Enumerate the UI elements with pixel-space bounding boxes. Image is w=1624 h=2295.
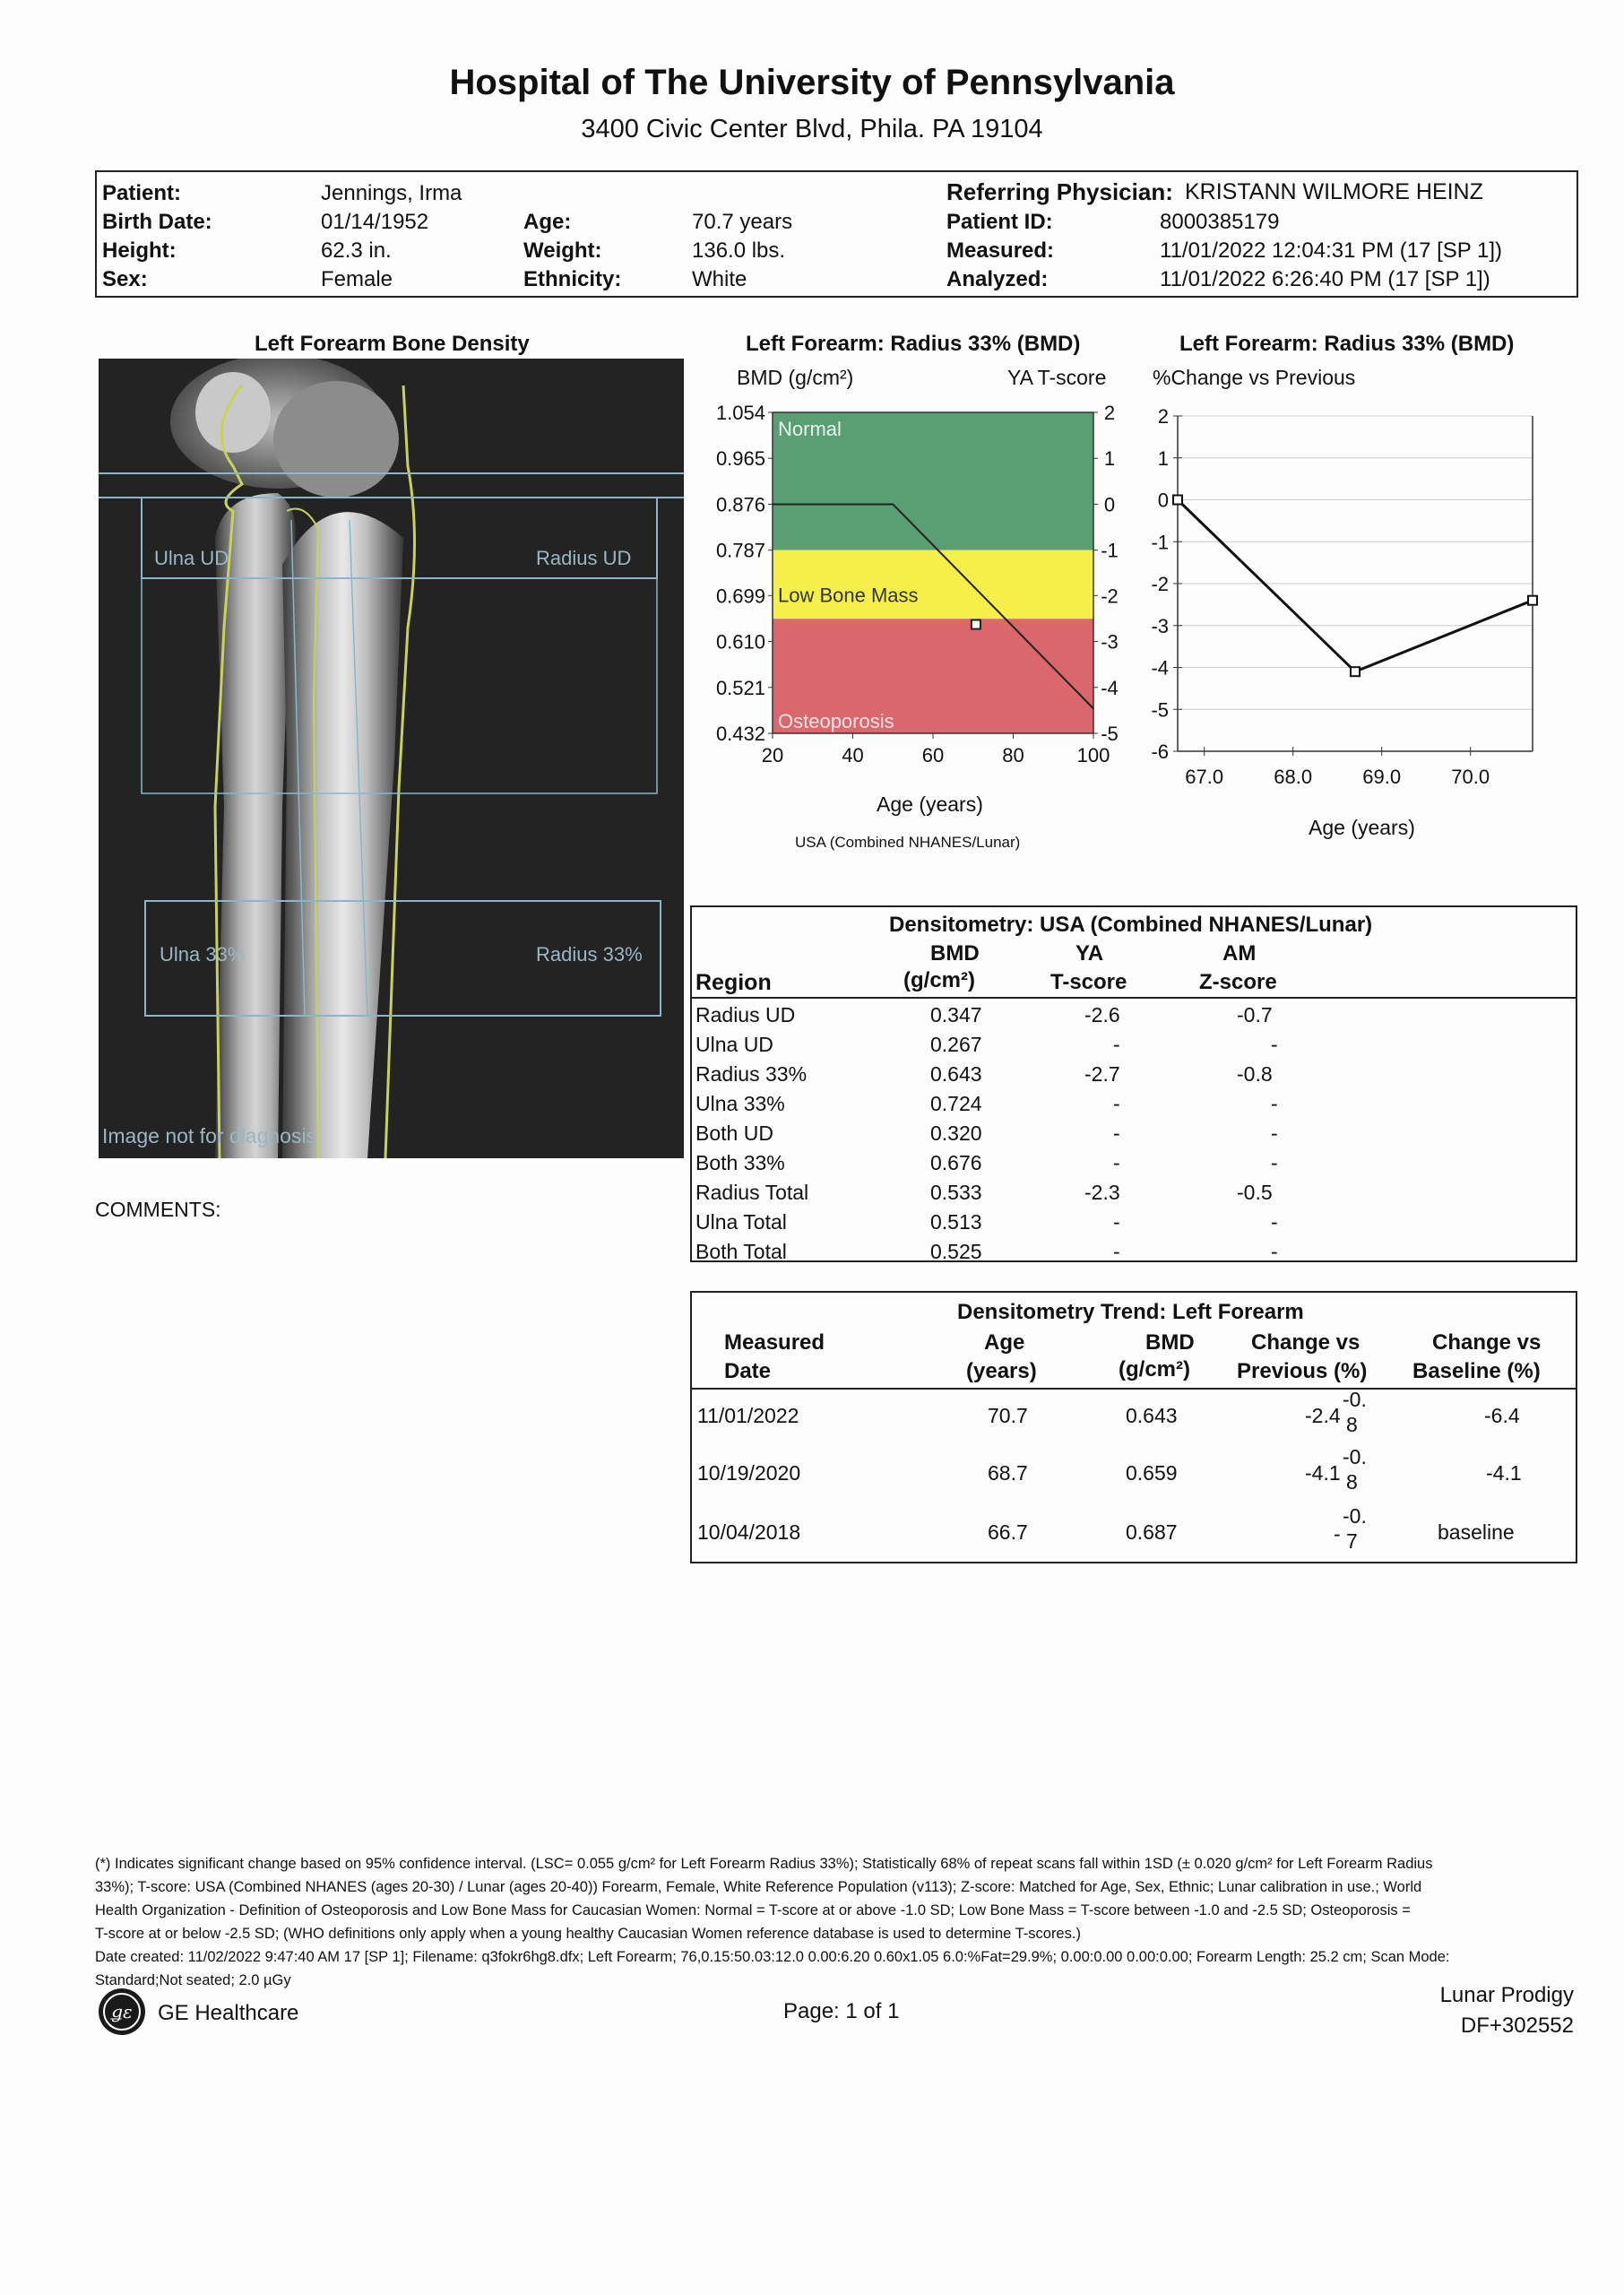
age-unit-header: (years)	[966, 1359, 1037, 1383]
y-tick-label: 0.787	[715, 539, 765, 562]
weight-value: 136.0 lbs.	[692, 238, 786, 263]
x-tick-label: 67.0	[1185, 766, 1224, 788]
device-name: Lunar Prodigy	[1439, 1983, 1574, 2007]
trend-table	[690, 1291, 1577, 1563]
change-chart-ylabel: %Change vs Previous	[1153, 366, 1356, 389]
referring-physician-label: Referring Physician:	[946, 178, 1173, 205]
y-tick-label: 0	[1157, 489, 1169, 512]
weight-label: Weight:	[523, 238, 602, 263]
change-base-header-2: Baseline (%)	[1412, 1359, 1541, 1383]
y-tick-label: 2	[1157, 405, 1169, 428]
y2-tick-label: 0	[1103, 493, 1116, 516]
trend-row-0-age: 70.7	[988, 1404, 1028, 1427]
report-title: Hospital of The University of Pennsylvania	[449, 63, 1175, 102]
y-tick-label: -6	[1151, 740, 1169, 763]
y-tick-label: 0.521	[715, 676, 765, 699]
x-tick-label: 69.0	[1362, 766, 1402, 788]
table-row: Radius 33% 0.643 -2.7 -0.8	[695, 1062, 1273, 1086]
change-prev-header-2: Previous (%)	[1237, 1359, 1368, 1383]
diagnosis-watermark: Image not for diagnosis	[102, 1124, 317, 1148]
trend-row-1-base: -4.1	[1486, 1461, 1522, 1485]
birth-date-value: 01/14/1952	[321, 210, 429, 234]
footnote-line: Health Organization - Definition of Osteoporosis and Low Bone Mass for Caucasian Women: Normal = T-score at or above -1.0 SD; Low Bone Mass = T-score between -1.0 and -2.5 SD; Osteoporosis =	[95, 1902, 1411, 1918]
comments-label: COMMENTS:	[95, 1198, 221, 1221]
x-tick-label: 70.0	[1451, 766, 1490, 788]
footnote-line: (*) Indicates significant change based on 95% confidence interval. (LSC= 0.055 g/cm² for Left Forearm Radius 33%); Statistically 68% of repeat scans fall within 1SD (± 0.020 g/cm² for Left Forearm Radius	[95, 1856, 1433, 1872]
trend-row-1-prev-sup: -0.	[1343, 1445, 1367, 1468]
patient-point	[972, 620, 980, 629]
radius-ud-label: Radius UD	[536, 547, 632, 569]
y2-tick-label: -3	[1101, 630, 1119, 654]
table-row: Ulna UD 0.267 - -	[695, 1033, 1278, 1056]
ref-chart-xlabel: Age (years)	[877, 792, 983, 816]
ethnicity-value: White	[692, 267, 747, 291]
page-number: Page: 1 of 1	[783, 1999, 900, 2023]
trend-title: Densitometry Trend: Left Forearm	[957, 1300, 1304, 1324]
table-row: Both UD 0.320 - -	[695, 1122, 1278, 1145]
bmd-unit-header: (g/cm²)	[903, 968, 975, 992]
x-tick-label: 68.0	[1274, 766, 1313, 788]
x-tick-label: 40	[842, 744, 864, 766]
scan-title: Left Forearm Bone Density	[255, 332, 530, 356]
measured-label: Measured:	[946, 238, 1055, 263]
ref-chart-title: Left Forearm: Radius 33% (BMD)	[746, 332, 1081, 356]
sex-label: Sex:	[102, 267, 148, 291]
zone-label: Low Bone Mass	[778, 584, 919, 607]
trend-row-0-prev: -2.4	[1305, 1404, 1341, 1427]
footnote-line: Date created: 11/02/2022 9:47:40 AM 17 [SP 1]; Filename: q3fokr6hg8.dfx; Left Forearm; 76,0.15:50.03:12.0 0.00:6.20 0.60x1.05 6.0:%Fat=29.9%; 0.00:0.00 0.00:0.00; Forearm Length: 25.2 cm; Scan Mode:	[95, 1949, 1450, 1965]
change-point	[1528, 596, 1537, 605]
forearm-scan-graphic	[99, 359, 684, 1158]
ya-header: YA	[1075, 941, 1104, 966]
analyzed-value: 11/01/2022 6:26:40 PM (17 [SP 1])	[1160, 267, 1490, 291]
referring-physician-value: KRISTANN WILMORE HEINZ	[1185, 179, 1483, 204]
bmd-header: BMD	[930, 941, 980, 966]
densitometry-header-divider	[692, 997, 1576, 999]
y-tick-label: -5	[1151, 698, 1169, 722]
table-row: Ulna Total 0.513 - -	[695, 1210, 1278, 1234]
age-value: 70.7 years	[692, 210, 793, 234]
y2-tick-label: 2	[1103, 403, 1116, 424]
y2-tick-label: -1	[1101, 539, 1119, 562]
ulna-ud-label: Ulna UD	[154, 547, 229, 569]
y-tick-label: 0.610	[715, 630, 765, 654]
patient-info-box	[95, 170, 1578, 298]
table-row: Both 33% 0.676 - -	[695, 1151, 1278, 1174]
ref-chart-ylabel: BMD (g/cm²)	[737, 366, 854, 389]
ref-chart-source: USA (Combined NHANES/Lunar)	[795, 834, 1021, 851]
measured-value: 11/01/2022 12:04:31 PM (17 [SP 1])	[1160, 238, 1503, 263]
y-tick-label: -1	[1151, 531, 1169, 554]
zscore-header: Z-score	[1199, 970, 1277, 994]
trend-row-2-bmd: 0.687	[1126, 1520, 1178, 1544]
footnote-line: T-score at or below -2.5 SD; (WHO definitions only apply when a young healthy Caucasian Women reference database is used to determine T-scores.)	[95, 1926, 1081, 1942]
x-tick-label: 20	[761, 744, 784, 766]
age-header: Age	[984, 1330, 1025, 1355]
trend-row-0-bmd: 0.643	[1126, 1404, 1178, 1427]
trend-row-1-prev-sub: 8	[1346, 1470, 1358, 1494]
change-chart-title: Left Forearm: Radius 33% (BMD)	[1179, 332, 1515, 356]
ref-chart	[699, 403, 1129, 780]
x-tick-label: 80	[1002, 744, 1024, 766]
table-row: Radius UD 0.347 -2.6 -0.7	[695, 1003, 1273, 1026]
densitometry-title: Densitometry: USA (Combined NHANES/Lunar)	[889, 913, 1373, 937]
patient-id-value: 8000385179	[1160, 210, 1280, 234]
trend-row-1-date: 10/19/2020	[697, 1461, 801, 1485]
patient-name: Jennings, Irma	[321, 181, 462, 205]
y-tick-label: 0.699	[715, 585, 765, 608]
trend-row-2-prev-sup: -0.	[1343, 1504, 1367, 1528]
y-tick-label: -3	[1151, 614, 1169, 637]
height-value: 62.3 in.	[321, 238, 392, 263]
hospital-address: 3400 Civic Center Blvd, Phila. PA 19104	[581, 115, 1043, 143]
trend-header-divider	[692, 1388, 1576, 1390]
trend-row-2-prev-sub: 7	[1346, 1529, 1358, 1553]
zone-label: Osteoporosis	[778, 710, 894, 732]
patient-id-label: Patient ID:	[946, 210, 1053, 234]
y-tick-label: -2	[1151, 573, 1169, 595]
y-tick-label: 0.432	[715, 723, 765, 745]
ulna-33-label: Ulna 33%	[160, 943, 246, 966]
change-prev-header: Change vs	[1251, 1330, 1361, 1355]
trend-row-2-base: baseline	[1438, 1520, 1515, 1544]
device-id: DF+302552	[1460, 2014, 1574, 2038]
ge-logo-icon: ǥε	[99, 1988, 145, 2035]
trend-row-1-age: 68.7	[988, 1461, 1028, 1485]
change-point	[1173, 496, 1182, 505]
footnote	[95, 1852, 1565, 1992]
change-series-line	[1178, 500, 1533, 672]
ethnicity-label: Ethnicity:	[523, 267, 622, 291]
company-name: GE Healthcare	[158, 2001, 299, 2025]
trend-row-1-bmd: 0.659	[1126, 1461, 1178, 1485]
y-tick-label: -4	[1151, 656, 1169, 680]
x-tick-label: 100	[1076, 744, 1110, 766]
densitometry-table	[690, 905, 1577, 1262]
footnote-line: 33%); T-score: USA (Combined NHANES (ages 20-30) / Lunar (ages 20-40)) Forearm, Female, White Reference Population (v113); Z-score: Matched for Age, Sex, Ethnic; Lunar calibration in use.; World	[95, 1879, 1422, 1895]
analyzed-label: Analyzed:	[946, 267, 1049, 291]
table-row: Radius Total 0.533 -2.3 -0.5	[695, 1181, 1273, 1204]
y-tick-label: 1.054	[715, 403, 765, 424]
tscore-header: T-score	[1050, 970, 1127, 994]
footnote-line: Standard;Not seated; 2.0 µGy	[95, 1972, 291, 1988]
y-tick-label: 1	[1157, 446, 1169, 470]
table-row: Both Total 0.525 - -	[695, 1240, 1278, 1263]
trend-row-1-prev: -4.1	[1305, 1461, 1341, 1485]
height-label: Height:	[102, 238, 177, 263]
ref-chart-y2label: YA T-score	[1007, 366, 1107, 389]
forearm-scan-image	[99, 359, 684, 1158]
trend-row-2-prev: -	[1334, 1522, 1341, 1546]
change-chart	[1138, 403, 1568, 798]
am-header: AM	[1222, 941, 1257, 966]
y-tick-label: 0.876	[715, 493, 765, 516]
date-header: Date	[724, 1359, 772, 1383]
x-tick-label: 60	[921, 744, 945, 766]
sex-value: Female	[321, 267, 393, 291]
region-header: Region	[695, 970, 772, 995]
trend-bmd-unit-header: (g/cm²)	[1119, 1357, 1190, 1381]
y2-tick-label: -2	[1101, 585, 1119, 608]
trend-row-0-date: 11/01/2022	[697, 1404, 799, 1427]
trend-row-0-base: -6.4	[1484, 1404, 1520, 1427]
trend-row-2-age: 66.7	[988, 1520, 1028, 1544]
y2-tick-label: -4	[1101, 676, 1119, 699]
y2-tick-label: 1	[1103, 447, 1116, 471]
change-chart-xlabel: Age (years)	[1309, 816, 1415, 839]
birth-date-label: Birth Date:	[102, 210, 212, 234]
measured-header: Measured	[724, 1330, 825, 1355]
patient-label: Patient:	[102, 181, 182, 205]
trend-row-2-date: 10/04/2018	[697, 1520, 801, 1544]
trend-row-0-prev-sub: 8	[1346, 1413, 1358, 1436]
table-row: Ulna 33% 0.724 - -	[695, 1092, 1278, 1115]
zone-label: Normal	[778, 418, 842, 440]
trend-row-0-prev-sup: -0.	[1343, 1388, 1367, 1411]
y2-tick-label: -5	[1101, 723, 1119, 745]
age-label: Age:	[523, 210, 572, 234]
radius-33-label: Radius 33%	[536, 943, 643, 966]
trend-bmd-header: BMD	[1145, 1330, 1195, 1355]
y-tick-label: 0.965	[715, 447, 765, 471]
change-base-header: Change vs	[1432, 1330, 1542, 1355]
change-point	[1351, 667, 1360, 676]
